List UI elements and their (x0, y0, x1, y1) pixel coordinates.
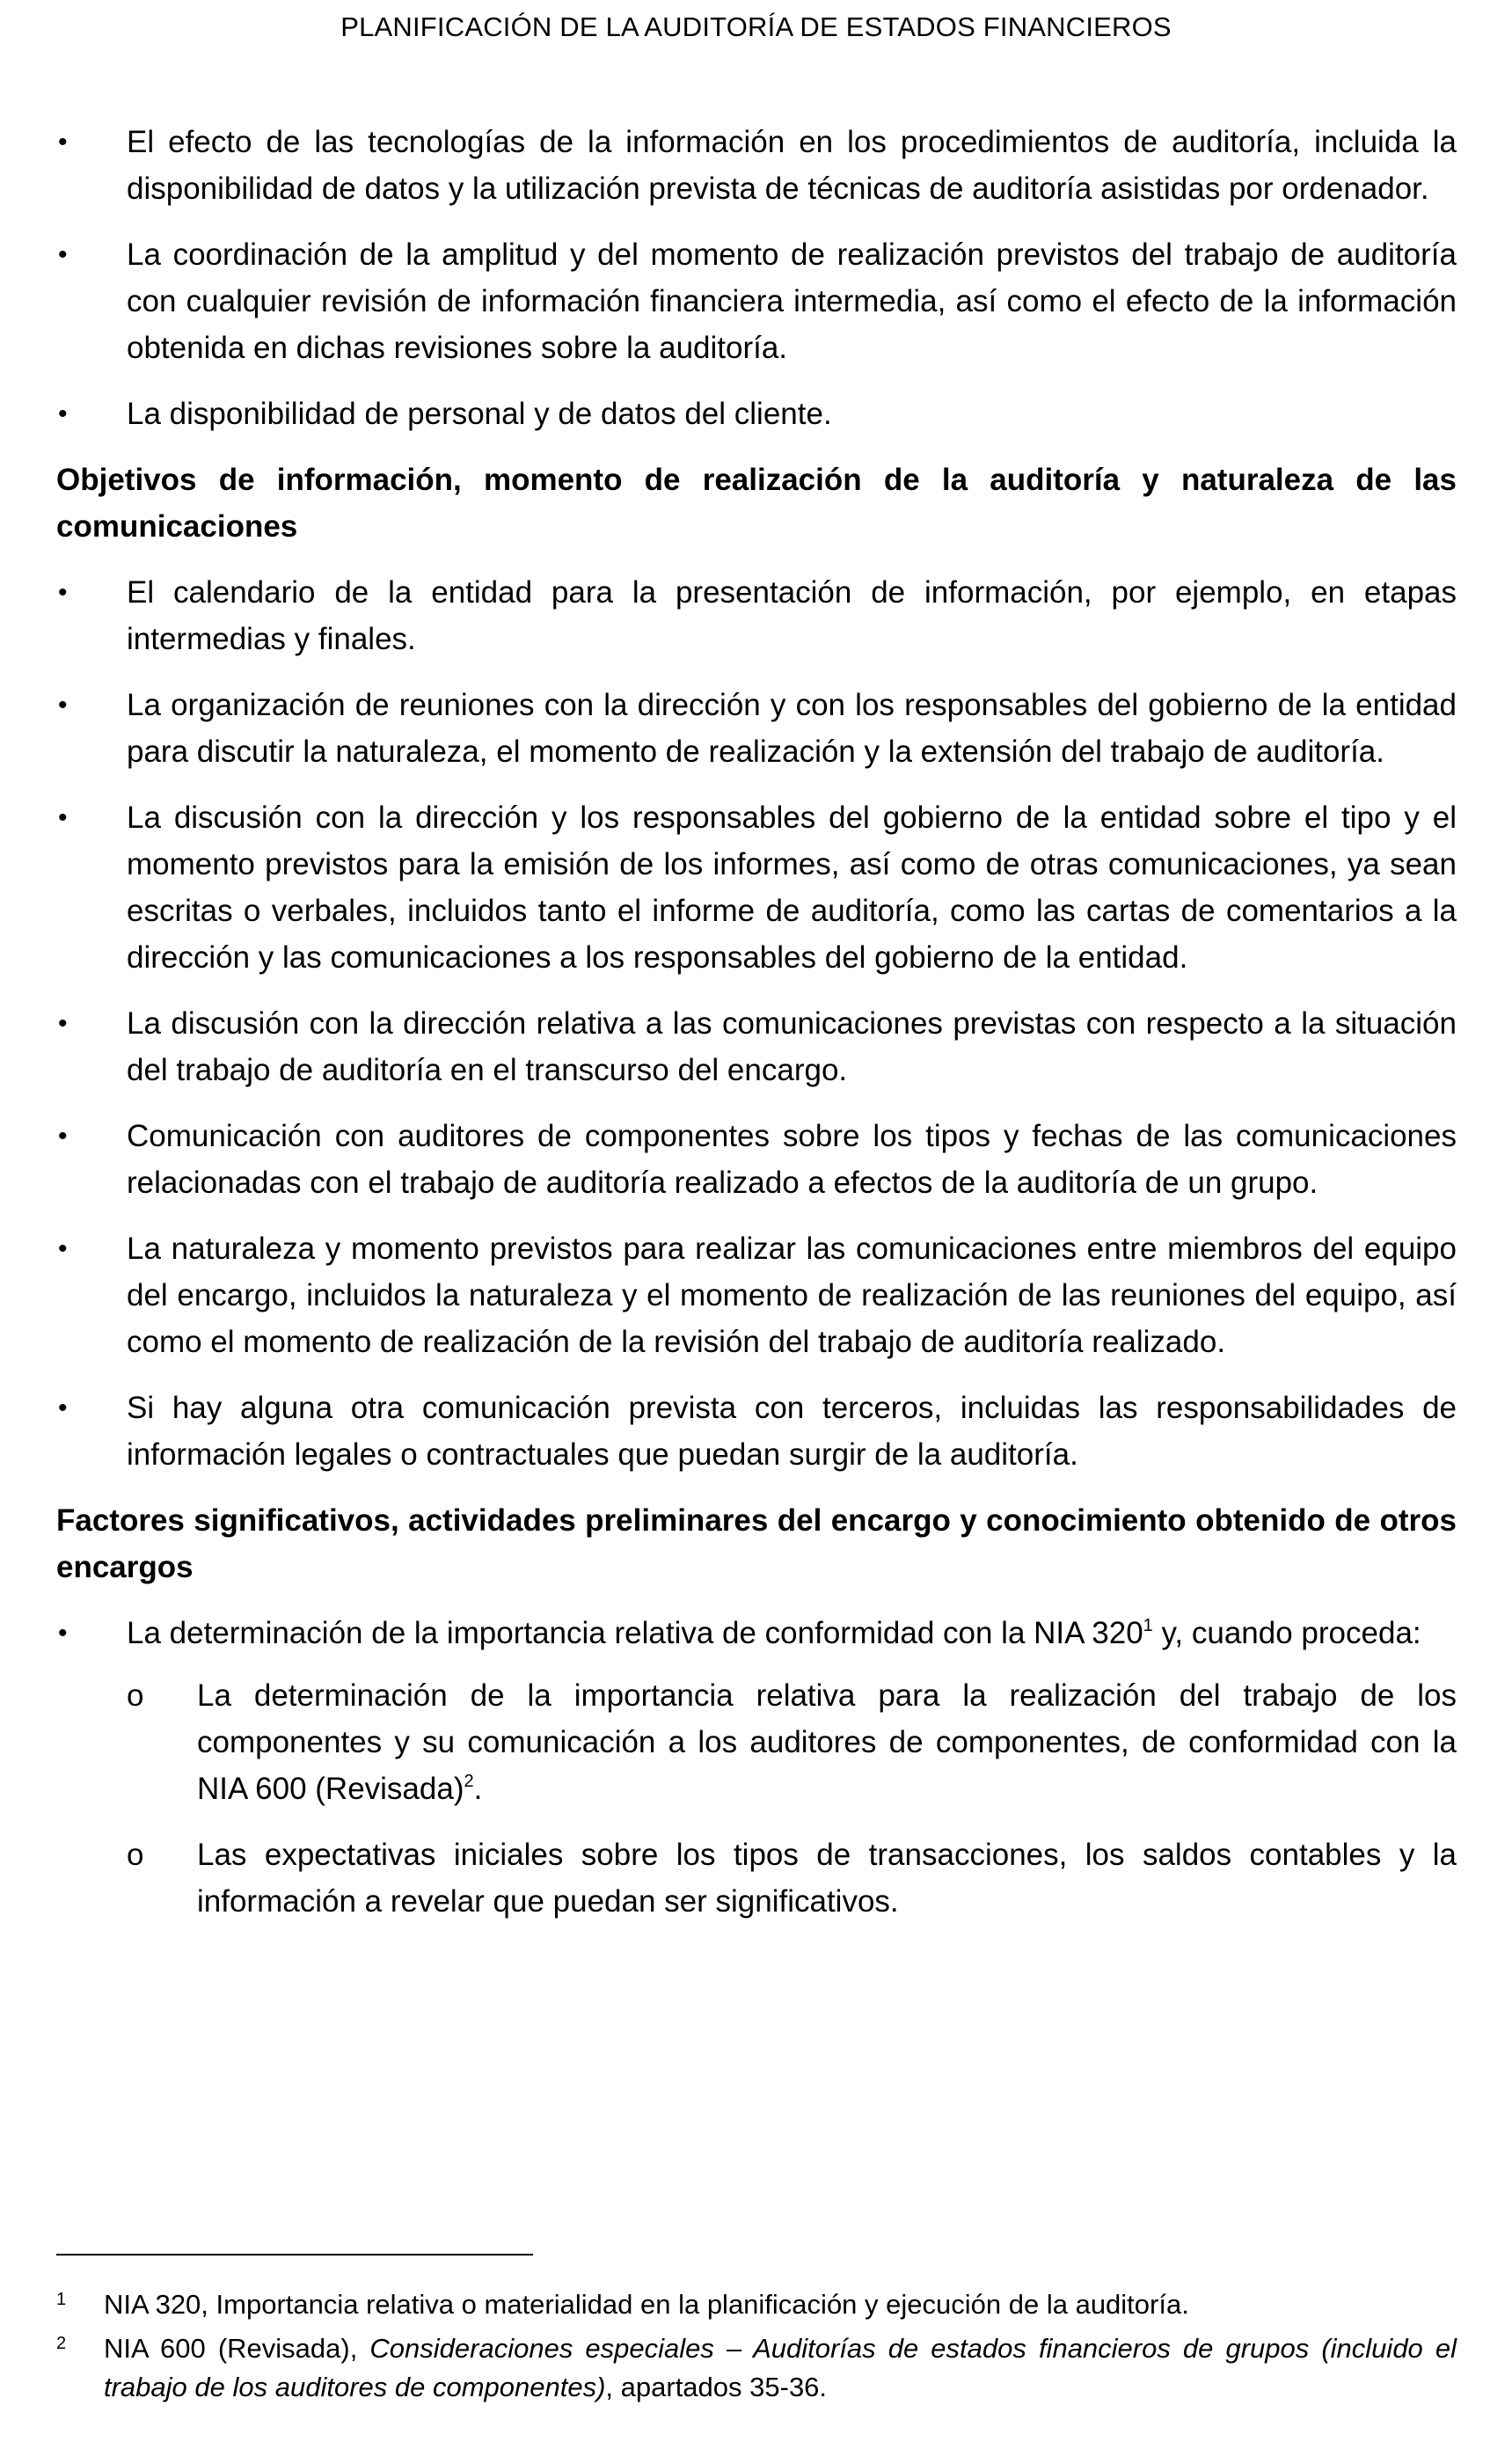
sub-list-item-text: Las expectativas iniciales sobre los tipos de transacciones, los saldos contables y la información a revelar que puedan ser significativos. (197, 1838, 1457, 1919)
list-item (56, 391, 1457, 437)
list-item-text: La determinación de la importancia relativa de conformidad con la NIA 320 (127, 1616, 1143, 1650)
footnote-text: NIA 320, Importancia relativa o materialidad en la planificación y ejecución de la auditoría. (104, 2289, 1189, 2320)
bullet-icon: • (58, 1393, 68, 1422)
footnotes (56, 2285, 1457, 2412)
footnote-reference-2[interactable]: 2 (464, 1772, 474, 1791)
bullet-icon: • (58, 1122, 68, 1151)
document-body (56, 119, 1457, 1944)
bullet-icon: • (58, 128, 68, 157)
list-item (56, 682, 1457, 775)
footnote-italic-title: Consideraciones especiales – Auditorías de estados financieros de grupos (incluido el trabajo de los auditores de componentes) (104, 2333, 1457, 2402)
circle-bullet-icon: o (127, 1678, 144, 1713)
sub-list-item-text: La determinación de la importancia relativa para la realización del trabajo de los componentes y su comunicación a los auditores de componentes, de conformidad con la NIA 600 (Revisada) (197, 1678, 1457, 1806)
list-item-text: La discusión con la dirección y los responsables del gobierno de la entidad sobre el tipo y el momento previstos para la emisión de los informes, así como de otras comunicaciones, ya sean escritas o verbales, incluidos tanto el informe de auditoría, como las cartas de comentarios a la dirección y las comunicaciones a los responsables del gobierno de la entidad. (127, 801, 1457, 975)
list-item-text: La organización de reuniones con la dirección y con los responsables del gobierno de la entidad para discutir la naturaleza, el momento de realización y la extensión del trabajo de auditoría. (127, 688, 1457, 769)
list-item (56, 119, 1457, 212)
list-item (56, 794, 1457, 981)
bullet-icon: • (58, 1619, 68, 1648)
bullet-icon: • (58, 691, 68, 720)
list-item-text: La naturaleza y momento previstos para realizar las comunicaciones entre miembros del equipo del encargo, incluidos la naturaleza y el momento de realización de las reuniones del equipo, así como el momento de realización de la revisión del trabajo de auditoría realizado. (127, 1232, 1457, 1359)
bullet-icon: • (58, 399, 68, 428)
list-item-text: Si hay alguna otra comunicación prevista con terceros, incluidas las responsabilidades de información legales o contractuales que puedan surgir de la auditoría. (127, 1391, 1457, 1472)
section-heading-factors: Factores significativos, actividades preliminares del encargo y conocimiento obtenido de otros encargos (56, 1503, 1457, 1584)
sub-list-item (127, 1832, 1457, 1925)
list-item (56, 231, 1457, 371)
list-item-text: El calendario de la entidad para la presentación de información, por ejemplo, en etapas intermedias y finales. (127, 575, 1457, 656)
list-item (56, 569, 1457, 662)
footnote-reference-1[interactable]: 1 (1143, 1616, 1153, 1635)
page-header-title: PLANIFICACIÓN DE LA AUDITORÍA DE ESTADOS FINANCIEROS (340, 11, 1172, 42)
circle-bullet-icon: o (127, 1838, 144, 1872)
bullet-icon: • (58, 803, 68, 832)
bullet-icon: • (58, 1234, 68, 1263)
footnote-number: 1 (56, 2290, 67, 2309)
list-item-text: Comunicación con auditores de componentes sobre los tipos y fechas de las comunicaciones relacionadas con el trabajo de auditoría realizado a efectos de la auditoría de un grupo. (127, 1119, 1457, 1200)
list-item (56, 1000, 1457, 1093)
sub-list-item-end: . (473, 1772, 483, 1806)
list-item-text: La coordinación de la amplitud y del momento de realización previstos del trabajo de auditoría con cualquier revisión de información financiera intermedia, así como el efecto de la información obtenida en dichas revisiones sobre la auditoría. (127, 238, 1457, 365)
section-heading-objectives: Objetivos de información, momento de realización de la auditoría y naturaleza de las comunicaciones (56, 463, 1457, 544)
footnote-number: 2 (56, 2334, 67, 2353)
footnote-2 (56, 2329, 1457, 2407)
list-item (56, 1610, 1457, 1925)
list-item-text: El efecto de las tecnologías de la información en los procedimientos de auditoría, incluida la disponibilidad de datos y la utilización prevista de técnicas de auditoría asistidas por ordenador. (127, 125, 1457, 206)
list-item-text-end: y, cuando proceda: (1152, 1616, 1421, 1650)
sub-list (127, 1672, 1457, 1925)
sub-list-item (127, 1672, 1457, 1812)
footnote-separator (56, 2254, 533, 2256)
footnote-text: NIA 600 (Revisada), (104, 2333, 370, 2364)
bullet-icon: • (58, 240, 68, 269)
footnote-text-end: , apartados 35-36. (605, 2372, 828, 2402)
bullet-icon: • (58, 1009, 68, 1038)
list-item-text: La disponibilidad de personal y de datos del cliente. (127, 397, 832, 431)
bullet-icon: • (58, 578, 68, 607)
list-item (56, 1113, 1457, 1206)
list-item (56, 1385, 1457, 1478)
list-item (56, 1225, 1457, 1365)
footnote-1 (56, 2285, 1457, 2324)
list-item-text: La discusión con la dirección relativa a las comunicaciones previstas con respecto a la situación del trabajo de auditoría en el transcurso del encargo. (127, 1006, 1457, 1087)
